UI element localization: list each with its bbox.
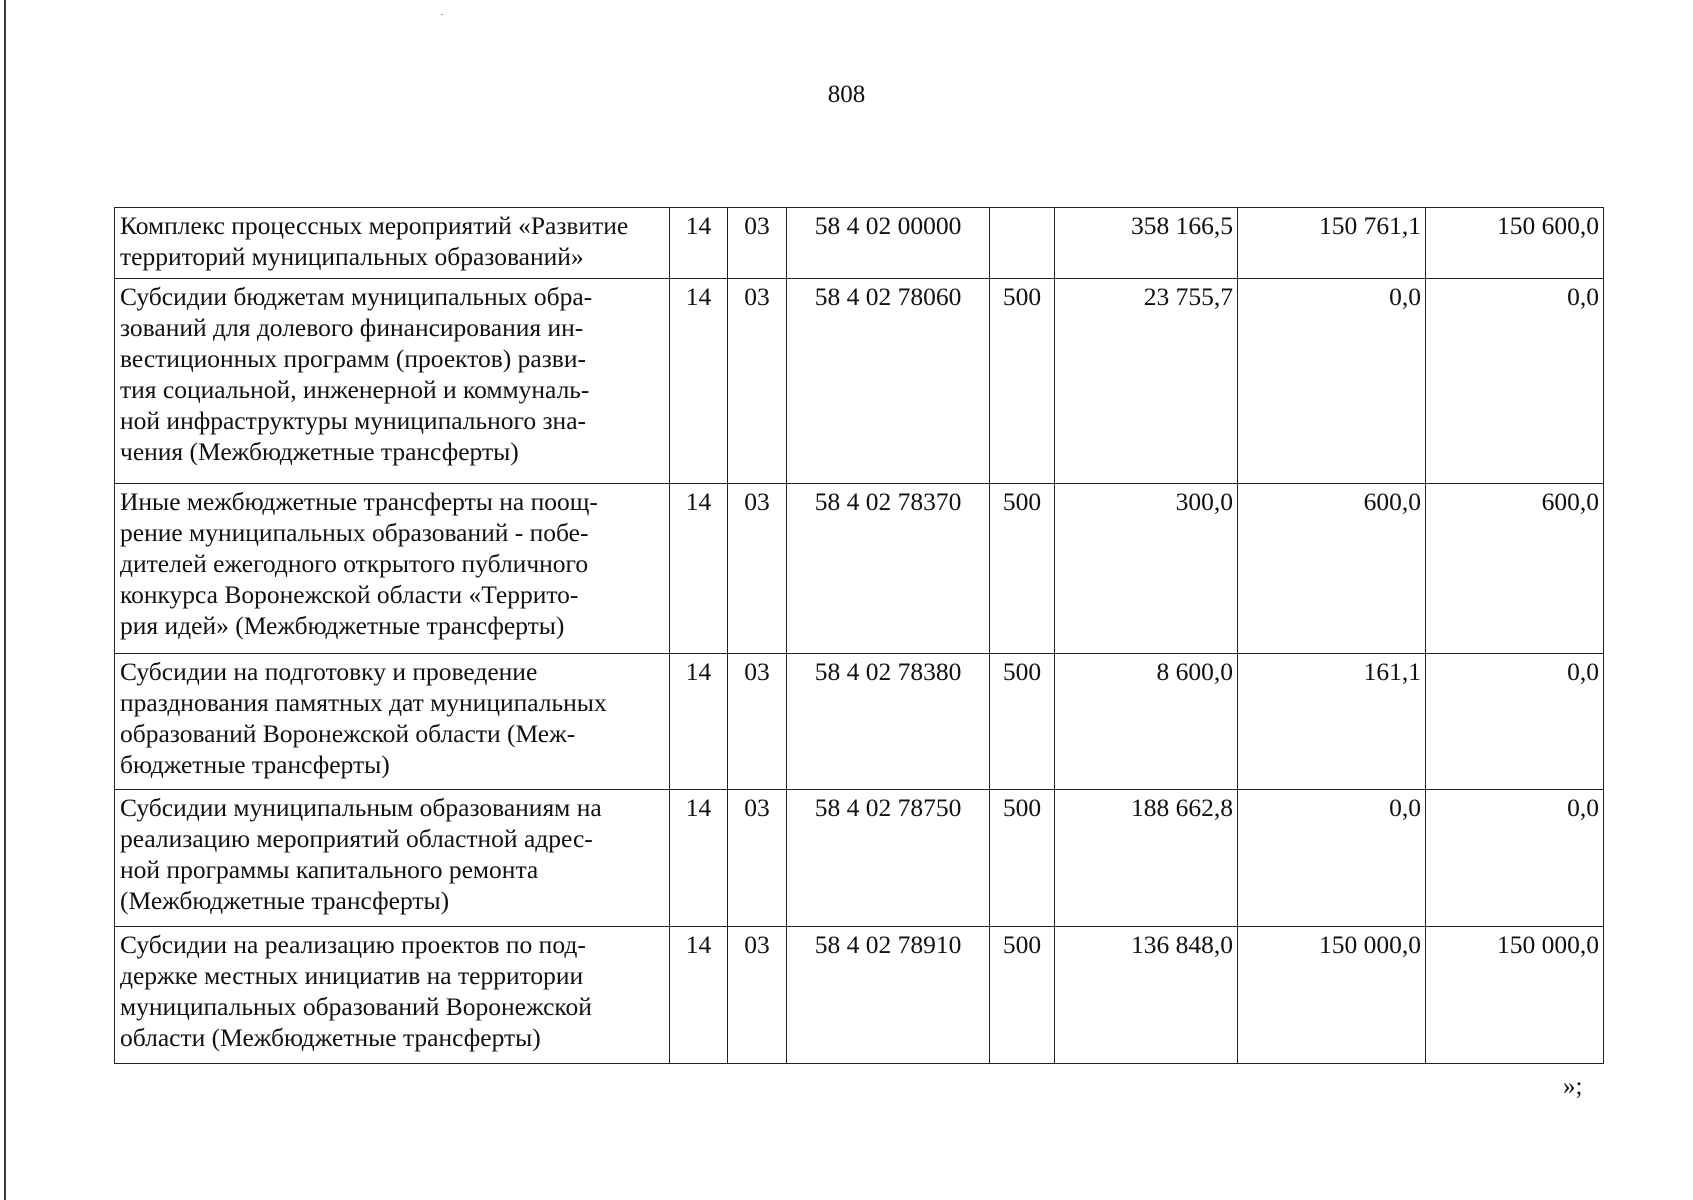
row-description	[115, 208, 670, 279]
amount-year-2: 0,0	[1238, 790, 1426, 927]
amount-year-2: 150 761,1	[1238, 208, 1426, 279]
subsection-code: 03	[728, 279, 787, 484]
description-line: тия социальной, инженерной и коммуналь-	[120, 375, 590, 404]
target-article-code: 58 4 02 78370	[787, 484, 990, 654]
amount-year-3: 0,0	[1426, 654, 1604, 790]
subsection-code: 03	[728, 790, 787, 927]
description-line: бюджетные трансферты)	[120, 750, 390, 779]
scan-left-edge	[4, 0, 6, 1200]
table-row	[115, 279, 1604, 484]
description-line: празднования памятных дат муниципальных	[120, 688, 607, 717]
section-code: 14	[670, 654, 728, 790]
description-line: Субсидии на подготовку и проведение	[120, 657, 538, 686]
expense-type-code: 500	[990, 654, 1055, 790]
table-row	[115, 208, 1604, 279]
section-code: 14	[670, 208, 728, 279]
table-row	[115, 927, 1604, 1064]
amount-year-3: 0,0	[1426, 790, 1604, 927]
expense-type-code	[990, 208, 1055, 279]
description-line: Субсидии бюджетам муниципальных обра-	[120, 282, 593, 311]
row-description	[115, 654, 670, 790]
description-line: области (Межбюджетные трансферты)	[120, 1023, 541, 1052]
budget-table	[114, 207, 1604, 1064]
description-line: чения (Межбюджетные трансферты)	[120, 437, 519, 466]
description-line: ной инфраструктуры муниципального зна-	[120, 406, 586, 435]
amount-year-1: 23 755,7	[1055, 279, 1238, 484]
row-description	[115, 484, 670, 654]
amount-year-3: 150 600,0	[1426, 208, 1604, 279]
amount-year-1: 8 600,0	[1055, 654, 1238, 790]
row-description	[115, 279, 670, 484]
section-code: 14	[670, 927, 728, 1064]
description-line: Комплекс процессных мероприятий «Развитие	[120, 211, 629, 240]
amount-year-2: 161,1	[1238, 654, 1426, 790]
subsection-code: 03	[728, 484, 787, 654]
target-article-code: 58 4 02 78750	[787, 790, 990, 927]
target-article-code: 58 4 02 78380	[787, 654, 990, 790]
target-article-code: 58 4 02 00000	[787, 208, 990, 279]
section-code: 14	[670, 790, 728, 927]
subsection-code: 03	[728, 654, 787, 790]
description-line: муниципальных образований Воронежской	[120, 992, 592, 1021]
description-line: рение муниципальных образований - побе-	[120, 518, 589, 547]
amount-year-1: 136 848,0	[1055, 927, 1238, 1064]
row-description	[115, 927, 670, 1064]
expense-type-code: 500	[990, 790, 1055, 927]
amount-year-2: 600,0	[1238, 484, 1426, 654]
scan-speck	[441, 14, 443, 15]
table-row	[115, 654, 1604, 790]
description-line: вестиционных программ (проектов) разви-	[120, 344, 586, 373]
expense-type-code: 500	[990, 484, 1055, 654]
description-line: дителей ежегодного открытого публичного	[120, 549, 589, 578]
amount-year-2: 0,0	[1238, 279, 1426, 484]
description-line: ной программы капитального ремонта	[120, 855, 539, 884]
description-line: Субсидии муниципальным образованиям на	[120, 793, 602, 822]
description-line: Иные межбюджетные трансферты на поощ-	[120, 487, 598, 516]
amount-year-1: 188 662,8	[1055, 790, 1238, 927]
amount-year-1: 300,0	[1055, 484, 1238, 654]
amount-year-3: 0,0	[1426, 279, 1604, 484]
section-code: 14	[670, 484, 728, 654]
target-article-code: 58 4 02 78060	[787, 279, 990, 484]
description-line: рия идей» (Межбюджетные трансферты)	[120, 611, 565, 640]
subsection-code: 03	[728, 927, 787, 1064]
description-line: зований для долевого финансирования ин-	[120, 313, 584, 342]
amount-year-3: 600,0	[1426, 484, 1604, 654]
row-description	[115, 790, 670, 927]
expense-type-code: 500	[990, 927, 1055, 1064]
description-line: (Межбюджетные трансферты)	[120, 886, 450, 915]
description-line: образований Воронежской области (Меж-	[120, 719, 576, 748]
description-line: держке местных инициатив на территории	[120, 961, 584, 990]
table-row	[115, 790, 1604, 927]
amount-year-1: 358 166,5	[1055, 208, 1238, 279]
subsection-code: 03	[728, 208, 787, 279]
expense-type-code: 500	[990, 279, 1055, 484]
closing-quote-mark: »;	[1563, 1073, 1583, 1100]
amount-year-3: 150 000,0	[1426, 927, 1604, 1064]
description-line: реализацию мероприятий областной адрес-	[120, 824, 593, 853]
amount-year-2: 150 000,0	[1238, 927, 1426, 1064]
section-code: 14	[670, 279, 728, 484]
description-line: территорий муниципальных образований»	[120, 242, 584, 271]
description-line: Субсидии на реализацию проектов по под-	[120, 930, 586, 959]
table-row	[115, 484, 1604, 654]
description-line: конкурса Воронежской области «Террито-	[120, 580, 579, 609]
page-number: 808	[827, 81, 866, 108]
target-article-code: 58 4 02 78910	[787, 927, 990, 1064]
